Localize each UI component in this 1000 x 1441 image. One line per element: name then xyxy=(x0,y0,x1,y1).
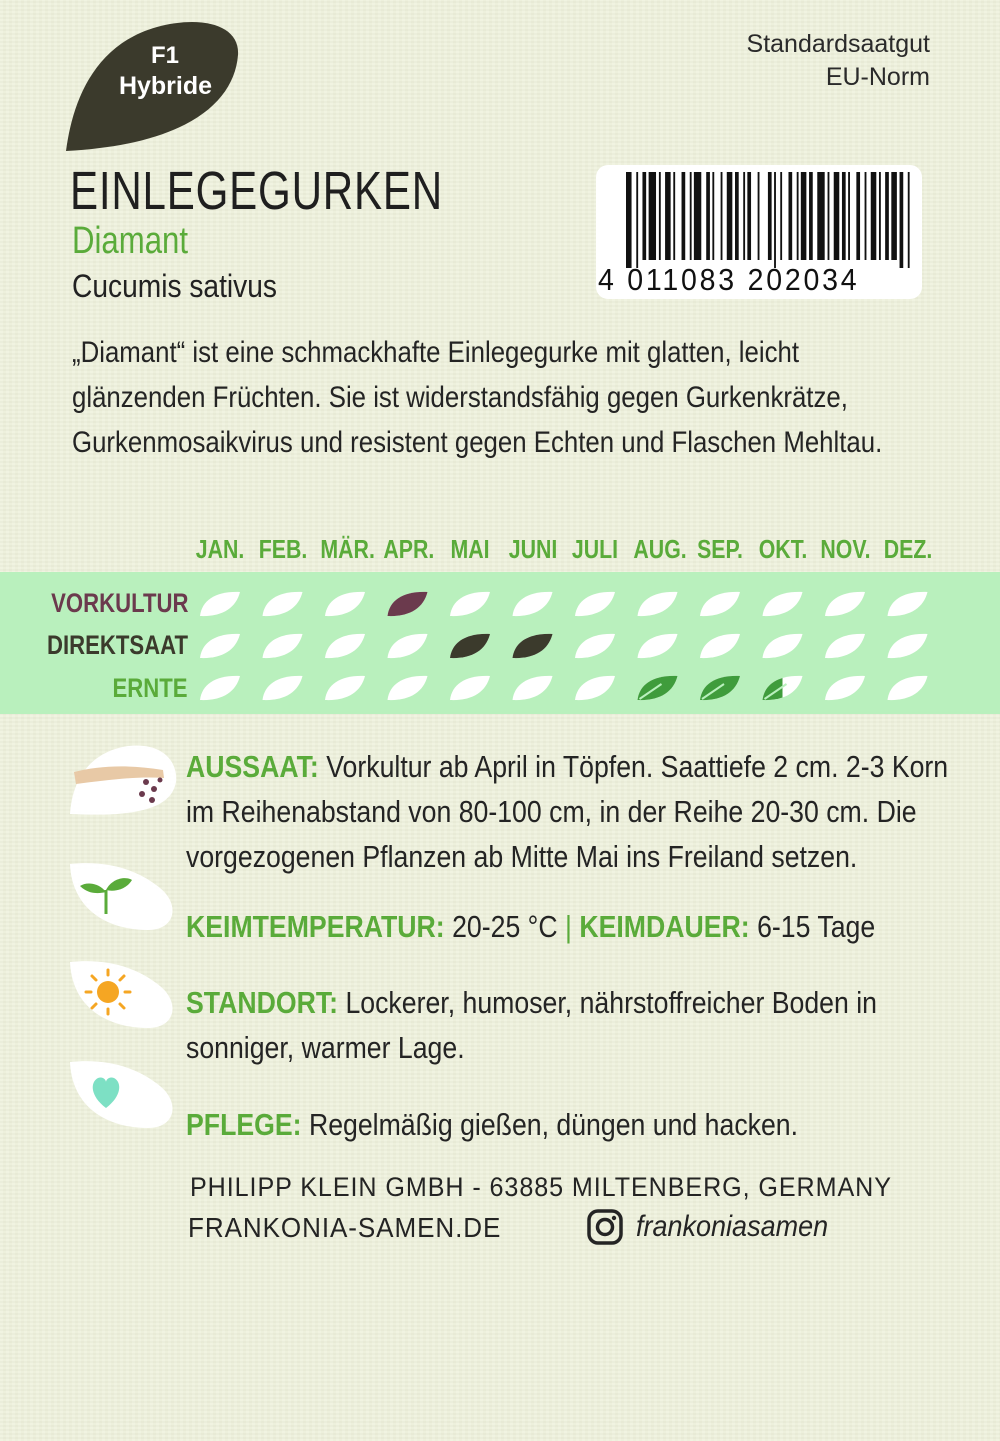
calendar-grid xyxy=(190,582,940,707)
website-link[interactable]: FRANKONIA-SAMEN.DE xyxy=(188,1212,502,1243)
aussaat-block xyxy=(186,744,948,879)
barcode-bar xyxy=(788,172,792,260)
barcode-bar xyxy=(885,172,889,260)
barcode-bar xyxy=(856,172,860,260)
pflege-label: PFLEGE: xyxy=(186,1107,302,1142)
calendar-leaf-empty xyxy=(575,676,615,700)
product-title: EINLEGEGURKEN xyxy=(70,161,443,221)
sun-icon xyxy=(68,958,180,1032)
month-label: NOV. xyxy=(820,534,871,564)
calendar-months xyxy=(195,534,935,566)
month-label: DEZ. xyxy=(883,534,932,564)
barcode-bar xyxy=(848,172,850,260)
description-line: Gurkenmosaikvirus und resistent gegen Echten und Flaschen Mehltau. xyxy=(72,426,883,459)
row-label-ernte: ERNTE xyxy=(112,673,188,703)
keim-block xyxy=(186,904,875,949)
calendar-leaf-empty xyxy=(825,634,865,658)
keimtemperatur-value: 20-25 °C xyxy=(444,909,566,944)
calendar-leaf-empty xyxy=(575,592,615,616)
calendar-leaf-empty xyxy=(450,592,490,616)
pflege-block xyxy=(186,1102,798,1147)
description-line: glänzenden Früchten. Sie ist widerstandsfähig gegen Gurkenkrätze, xyxy=(72,381,848,414)
product-description xyxy=(72,330,883,465)
latin-name: Cucumis sativus xyxy=(72,268,277,304)
separator: | xyxy=(565,909,572,944)
calendar-leaf-empty xyxy=(638,592,678,616)
keimtemperatur-label: KEIMTEMPERATUR: xyxy=(186,909,445,944)
keimdauer-label: KEIMDAUER: xyxy=(571,909,750,944)
calendar-leaf-empty xyxy=(638,634,678,658)
badge-hybride-text: Hybride xyxy=(118,72,213,100)
instagram-handle[interactable]: frankoniasamen xyxy=(636,1210,829,1243)
company-address: PHILIPP KLEIN GMBH - 63885 MILTENBERG, GERMANY xyxy=(190,1172,892,1202)
barcode-bar xyxy=(636,172,638,268)
barcode-bar xyxy=(721,172,723,260)
calendar-leaf-empty xyxy=(888,634,928,658)
barcode-bar xyxy=(743,172,745,260)
calendar-leaf-empty xyxy=(325,634,365,658)
month-label: OKT. xyxy=(758,534,807,564)
calendar-leaf-empty xyxy=(325,592,365,616)
month-label: FEB. xyxy=(258,534,307,564)
calendar-leaf-empty xyxy=(763,634,803,658)
calendar-leaf-active xyxy=(388,592,428,616)
month-label: AUG. xyxy=(632,534,687,564)
standort-block xyxy=(186,980,877,1070)
barcode-bar xyxy=(908,172,910,268)
standard-line-2: EU-Norm xyxy=(825,63,930,91)
barcode-bar xyxy=(871,172,877,260)
barcode-bar xyxy=(817,172,824,260)
heart-icon xyxy=(68,1058,180,1132)
seed-hand-icon xyxy=(68,742,180,820)
description-line: „Diamant“ ist eine schmackhafte Einlegegurke mit glatten, leicht xyxy=(72,336,800,369)
barcode-bar xyxy=(706,172,710,260)
barcode-bar xyxy=(665,172,671,260)
standard-line-1: Standardsaatgut xyxy=(746,30,930,58)
month-label: APR. xyxy=(382,534,434,564)
calendar-leaf-empty xyxy=(575,634,615,658)
aussaat-line: im Reihenabstand von 80-100 cm, in der Reihe 20-30 cm. Die xyxy=(186,794,917,829)
barcode-bar xyxy=(891,172,897,260)
month-label: JAN. xyxy=(195,534,245,564)
barcode-bar xyxy=(809,172,813,260)
calendar-leaf-empty xyxy=(388,634,428,658)
calendar-leaf-empty xyxy=(700,634,740,658)
aussaat-label: AUSSAAT: xyxy=(186,749,319,784)
month-label: MAI xyxy=(450,534,490,564)
barcode-bar xyxy=(797,172,799,260)
month-label: MÄR. xyxy=(320,534,375,564)
barcode-bar xyxy=(626,172,632,268)
barcode-number: 4 011083 202034 xyxy=(598,262,860,297)
month-label: JULI xyxy=(571,534,619,564)
barcode-bar xyxy=(834,172,840,260)
calendar-leaf-empty xyxy=(763,592,803,616)
barcode-bar xyxy=(649,172,656,260)
barcode-bar xyxy=(842,172,846,260)
calendar-leaf-empty xyxy=(450,676,490,700)
barcode-bar xyxy=(865,172,867,260)
barcode-bar xyxy=(727,172,733,260)
barcode-bar xyxy=(780,172,782,260)
calendar-leaf-empty xyxy=(888,592,928,616)
calendar-leaf-empty xyxy=(700,592,740,616)
calendar-leaf-empty xyxy=(325,676,365,700)
barcode-bar xyxy=(774,172,776,268)
calendar-leaf-empty xyxy=(825,592,865,616)
calendar-leaf-active xyxy=(513,634,553,658)
calendar-leaf-empty xyxy=(513,676,553,700)
calendar-leaf-empty xyxy=(263,634,303,658)
standort-line: sonniger, warmer Lage. xyxy=(186,1030,465,1065)
barcode-bar xyxy=(879,172,881,260)
calendar-leaf-empty xyxy=(263,676,303,700)
calendar-leaf-active xyxy=(450,634,490,658)
standort-text: Lockerer, humoser, nährstoffreicher Boden in xyxy=(338,985,877,1020)
calendar-leaf-empty xyxy=(825,676,865,700)
row-label-vorkultur: VORKULTUR xyxy=(50,588,188,618)
calendar-leaf-empty xyxy=(388,676,428,700)
barcode-bar xyxy=(758,172,760,260)
calendar-leaf-empty xyxy=(200,634,240,658)
barcode-bar xyxy=(900,172,904,268)
barcode-bar xyxy=(642,172,646,260)
instagram-icon[interactable] xyxy=(586,1208,624,1246)
barcode-bar xyxy=(712,172,714,260)
month-label: SEP. xyxy=(697,534,743,564)
barcode-bar xyxy=(828,172,830,260)
row-label-direktsaat: DIREKTSAAT xyxy=(46,630,188,660)
barcode-bar xyxy=(659,172,661,260)
barcode-bar xyxy=(673,172,675,260)
aussaat-line: vorgezogenen Pflanzen ab Mitte Mai ins Freiland setzen. xyxy=(186,839,858,874)
aussaat-line xyxy=(186,744,948,789)
keimdauer-value: 6-15 Tage xyxy=(749,909,876,944)
barcode-bar xyxy=(768,172,772,260)
aussaat-text: Vorkultur ab April in Töpfen. Saattiefe 2 cm. 2-3 Korn xyxy=(318,749,949,784)
barcode-bar xyxy=(690,172,692,260)
barcode-bar xyxy=(801,172,807,260)
standard-label xyxy=(747,28,930,94)
sprout-icon xyxy=(68,860,180,934)
barcode-bar xyxy=(694,172,701,260)
variety-name: Diamant xyxy=(72,220,189,262)
barcode-bar xyxy=(735,172,739,260)
barcode xyxy=(626,172,918,268)
calendar-leaf-empty xyxy=(263,592,303,616)
calendar-leaf-empty xyxy=(513,592,553,616)
calendar-leaf-empty xyxy=(200,592,240,616)
calendar-leaf-empty xyxy=(200,676,240,700)
standort-label: STANDORT: xyxy=(186,985,339,1020)
pflege-text: Regelmäßig gießen, düngen und hacken. xyxy=(301,1107,799,1142)
barcode-bar xyxy=(682,172,686,260)
barcode-bar xyxy=(747,172,751,260)
standort-line xyxy=(186,980,877,1025)
badge-f1-text: F1 xyxy=(150,42,179,69)
calendar-leaf-empty xyxy=(888,676,928,700)
month-label: JUNI xyxy=(508,534,557,564)
